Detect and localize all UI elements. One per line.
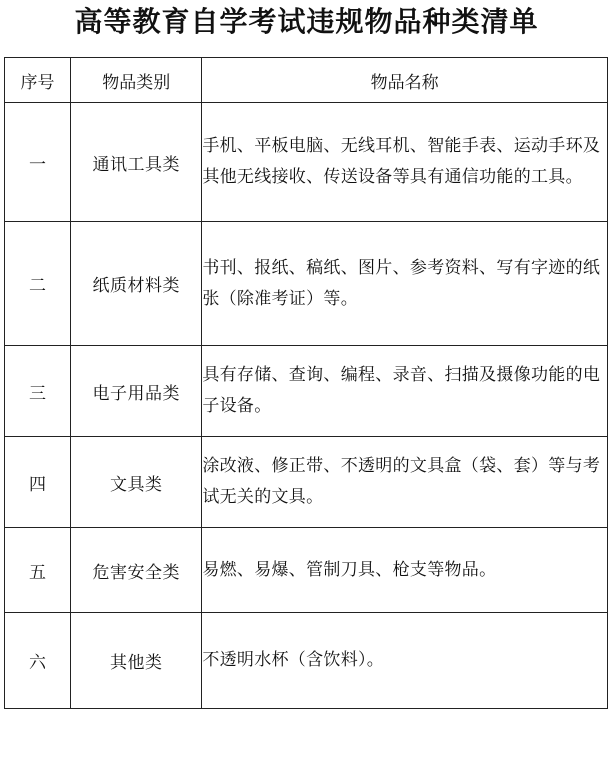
row-no: 二 xyxy=(5,222,71,346)
row-category: 其他类 xyxy=(71,613,202,709)
row-no: 五 xyxy=(5,528,71,613)
row-category: 电子用品类 xyxy=(71,346,202,437)
prohibited-items-table xyxy=(4,57,608,709)
row-no: 一 xyxy=(5,103,71,222)
row-no: 三 xyxy=(5,346,71,437)
row-category: 通讯工具类 xyxy=(71,103,202,222)
row-items: 易燃、易爆、管制刀具、枪支等物品。 xyxy=(202,528,608,613)
row-category: 纸质材料类 xyxy=(71,222,202,346)
table-row xyxy=(5,222,608,346)
row-no: 六 xyxy=(5,613,71,709)
row-items: 涂改液、修正带、不透明的文具盒（袋、套）等与考试无关的文具。 xyxy=(202,437,608,528)
row-no: 四 xyxy=(5,437,71,528)
header-items: 物品名称 xyxy=(202,58,608,103)
header-category: 物品类别 xyxy=(71,58,202,103)
table-row xyxy=(5,613,608,709)
row-items: 不透明水杯（含饮料）。 xyxy=(202,613,608,709)
document-title: 高等教育自学考试违规物品种类清单 xyxy=(74,5,539,38)
row-category: 危害安全类 xyxy=(71,528,202,613)
row-items: 具有存储、查询、编程、录音、扫描及摄像功能的电子设备。 xyxy=(202,346,608,437)
header-no: 序号 xyxy=(5,58,71,103)
row-items: 书刊、报纸、稿纸、图片、参考资料、写有字迹的纸张（除准考证）等。 xyxy=(202,222,608,346)
table-row xyxy=(5,346,608,437)
row-items: 手机、平板电脑、无线耳机、智能手表、运动手环及其他无线接收、传送设备等具有通信功能的工具。 xyxy=(202,103,608,222)
table-header-row xyxy=(5,58,608,103)
table-row xyxy=(5,103,608,222)
table-row xyxy=(5,437,608,528)
row-category: 文具类 xyxy=(71,437,202,528)
table-row xyxy=(5,528,608,613)
